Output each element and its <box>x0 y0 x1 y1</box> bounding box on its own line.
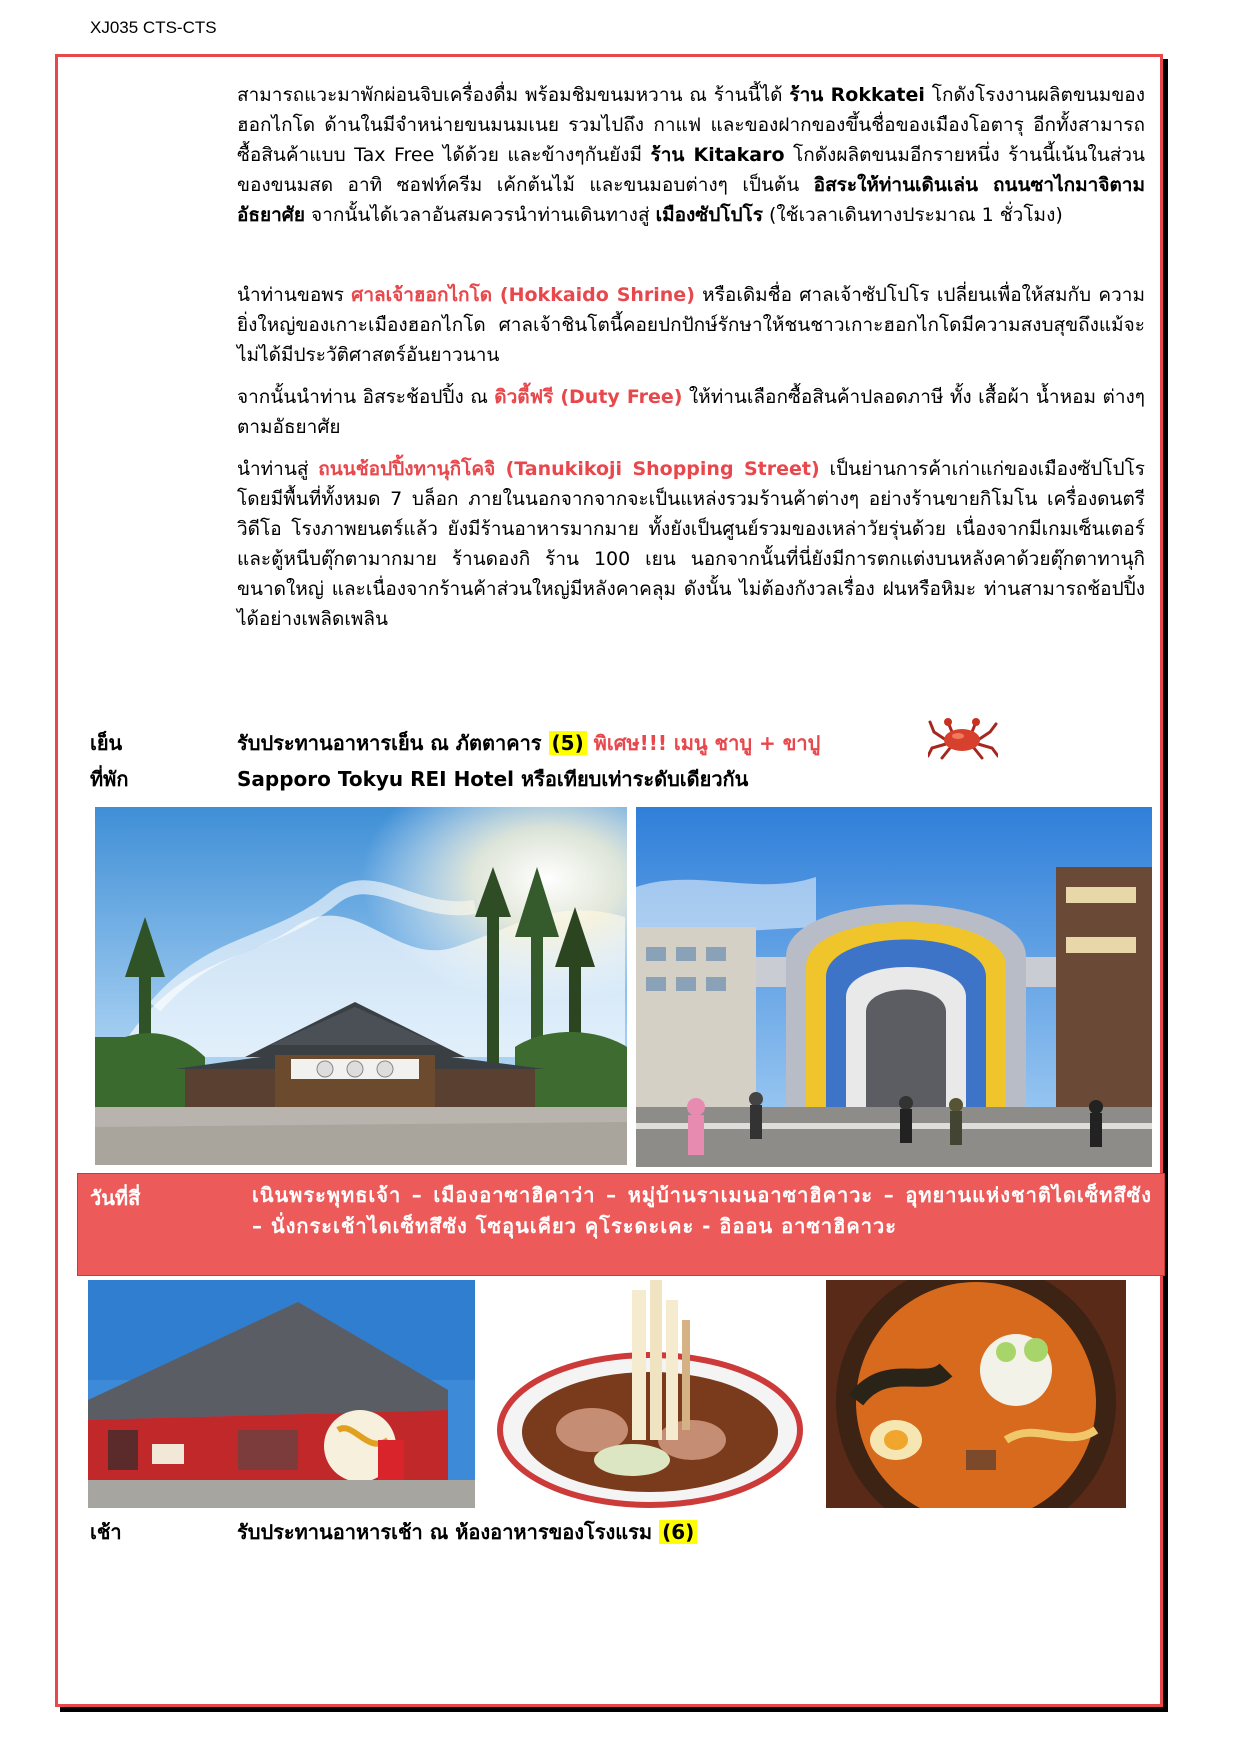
sapporo-city: เมืองซัปโปโร <box>655 204 763 226</box>
paragraph-duty-free <box>237 382 1145 442</box>
day-label: วันที่สี่ <box>90 1186 141 1210</box>
text: โกดังโรงงานผลิตขนมของฮอกไกโด ด้านในมีจำหน่ายขนมนมเนย รวมไปถึง กาแฟ และของฝากของขึ้นชื่อของเมืองโอตารุ อีกทั้งสามารถซื้อสินค้าแบบ Tax Free ได้ด้วย และข้างๆกันยังมี <box>237 84 1146 166</box>
hotel-row <box>90 762 1150 796</box>
hotel-label: ที่พัก <box>90 767 129 791</box>
text: จากนั้นนำท่าน อิสระช้อปปิ้ง ณ <box>237 386 495 408</box>
miso-ramen-photo <box>826 1280 1126 1508</box>
paragraph-shrine <box>237 280 1145 370</box>
hokkaido-shrine: ศาลเจ้าฮอกไกโด (Hokkaido Shrine) <box>351 284 695 306</box>
breakfast-row <box>90 1515 1150 1549</box>
duty-free: ดิวตี้ฟรี (Duty Free) <box>494 386 683 408</box>
rokkatei-shop: ร้าน Rokkatei <box>789 84 925 106</box>
text: จากนั้นได้เวลาอันสมควรนำท่านเดินทางสู่ <box>305 204 656 226</box>
dinner-row <box>90 726 1150 760</box>
paragraph-otaru <box>237 80 1145 230</box>
day-banner <box>77 1173 1165 1276</box>
day-title: เนินพระพุทธเจ้า – เมืองอาซาฮิคาว่า – หมู่บ้านราเมนอาซาฮิคาวะ – อุทยานแห่งชาติไดเซ็ทสึซัง – นั่งกระเช้าไดเซ็ทสึซัง โซอุนเคียว คุโระดะเคะ - อิออน อาซาฮิคาวะ <box>252 1183 1152 1238</box>
text: โกดังผลิตขนมอีกรายหนึ่ง ร้านนี้เน้นในส่วนของขนมสด อาทิ ซอฟท์ครีม เค้กต้นไม้ และขนมอบต่างๆ เป็นต้น <box>237 144 1146 196</box>
dinner-text <box>237 726 820 760</box>
text: นำท่านขอพร <box>237 284 352 306</box>
text: (ใช้เวลาเดินทางประมาณ 1 ชั่วโมง) <box>762 204 1063 226</box>
special-menu: พิเศษ!!! เมนู ชาบู + ขาปู <box>586 731 821 755</box>
breakfast-text <box>237 1515 697 1549</box>
dinner-label: เย็น <box>90 731 123 755</box>
crab-icon <box>928 718 998 760</box>
meal-number: (5) <box>549 731 587 755</box>
doc-code: XJ035 CTS-CTS <box>90 18 217 37</box>
text: รับประทานอาหารเช้า ณ ห้องอาหารของโรงแรม <box>237 1520 660 1544</box>
meal-number: (6) <box>659 1520 697 1544</box>
paragraph-tanukikoji <box>237 454 1145 634</box>
hotel-text: Sapporo Tokyu REI Hotel หรือเทียบเท่าระดับเดียวกัน <box>237 767 749 791</box>
ramen-village-photo <box>88 1280 475 1508</box>
text: รับประทานอาหารเย็น ณ ภัตตาคาร <box>237 731 549 755</box>
tanukikoji-street: ถนนช้อปปิ้งทานุกิโคจิ (Tanukikoji Shopping Street) <box>318 458 820 480</box>
breakfast-label: เช้า <box>90 1520 122 1544</box>
text: สามารถแวะมาพักผ่อนจิบเครื่องดื่ม พร้อมชิมขนมหวาน ณ ร้านนี้ได้ <box>237 84 790 106</box>
hokkaido-shrine-photo <box>95 807 627 1165</box>
sakaimachi-free-time: อิสระให้ท่านเดินเล่น ถนนซาไกมาจิตามอัธยาศัย <box>237 174 1145 226</box>
ramen-bowl-photo <box>482 1280 818 1508</box>
tanukikoji-street-photo <box>636 807 1152 1167</box>
text: นำท่านสู่ <box>237 458 319 480</box>
kitakaro-shop: ร้าน Kitakaro <box>650 144 785 166</box>
text: เป็นย่านการค้าเก่าแก่ของเมืองซัปโปโร โดยมีพื้นที่ทั้งหมด 7 บล็อก ภายในนอกจากจากจะเป็นแหล่งรวมร้านค้าต่างๆ อย่างร้านขายกิโมโน เครื่องดนตรี วิดีโอ โรงภาพยนตร์แล้ว ยังมีร้านอาหารมากมาย ทั้งยังเป็นศูนย์รวมของเหล่าวัยรุ่นด้วย เนื่องจากมีเกมเซ็นเตอร์ และตู้หนีบตุ๊กตามากมาย ร้านดองกิ ร้าน 100 เยน นอกจากนั้นที่นี่ยังมีการตกแต่งบนหลังคาด้วยตุ๊กตาทานุกิขนาดใหญ่ และเนื่องจากร้านค้าส่วนใหญ่มีหลังคาคลุม ดังนั้น ไม่ต้องกังวลเรื่อง ฝนหรือหิมะ ท่านสามารถช้อปปิ้งได้อย่างเพลิดเพลิน <box>237 458 1145 630</box>
text: ให้ท่านเลือกซื้อสินค้าปลอดภาษี ทั้ง เสื้อผ้า น้ำหอม ต่างๆ ตามอัธยาศัย <box>237 386 1145 438</box>
text: หรือเดิมชื่อ ศาลเจ้าซัปโปโร เปลี่ยนเพื่อให้สมกับ ความยิ่งใหญ่ของเกาะเมืองฮอกไกโด ศาลเจ้าชินโตนี้คอยปกปักษ์รักษาให้ชนชาวเกาะฮอกไกโดมีความสงบสุขถึงแม้จะไม่ได้มีประวัติศาสตร์อันยาวนาน <box>237 284 1145 366</box>
